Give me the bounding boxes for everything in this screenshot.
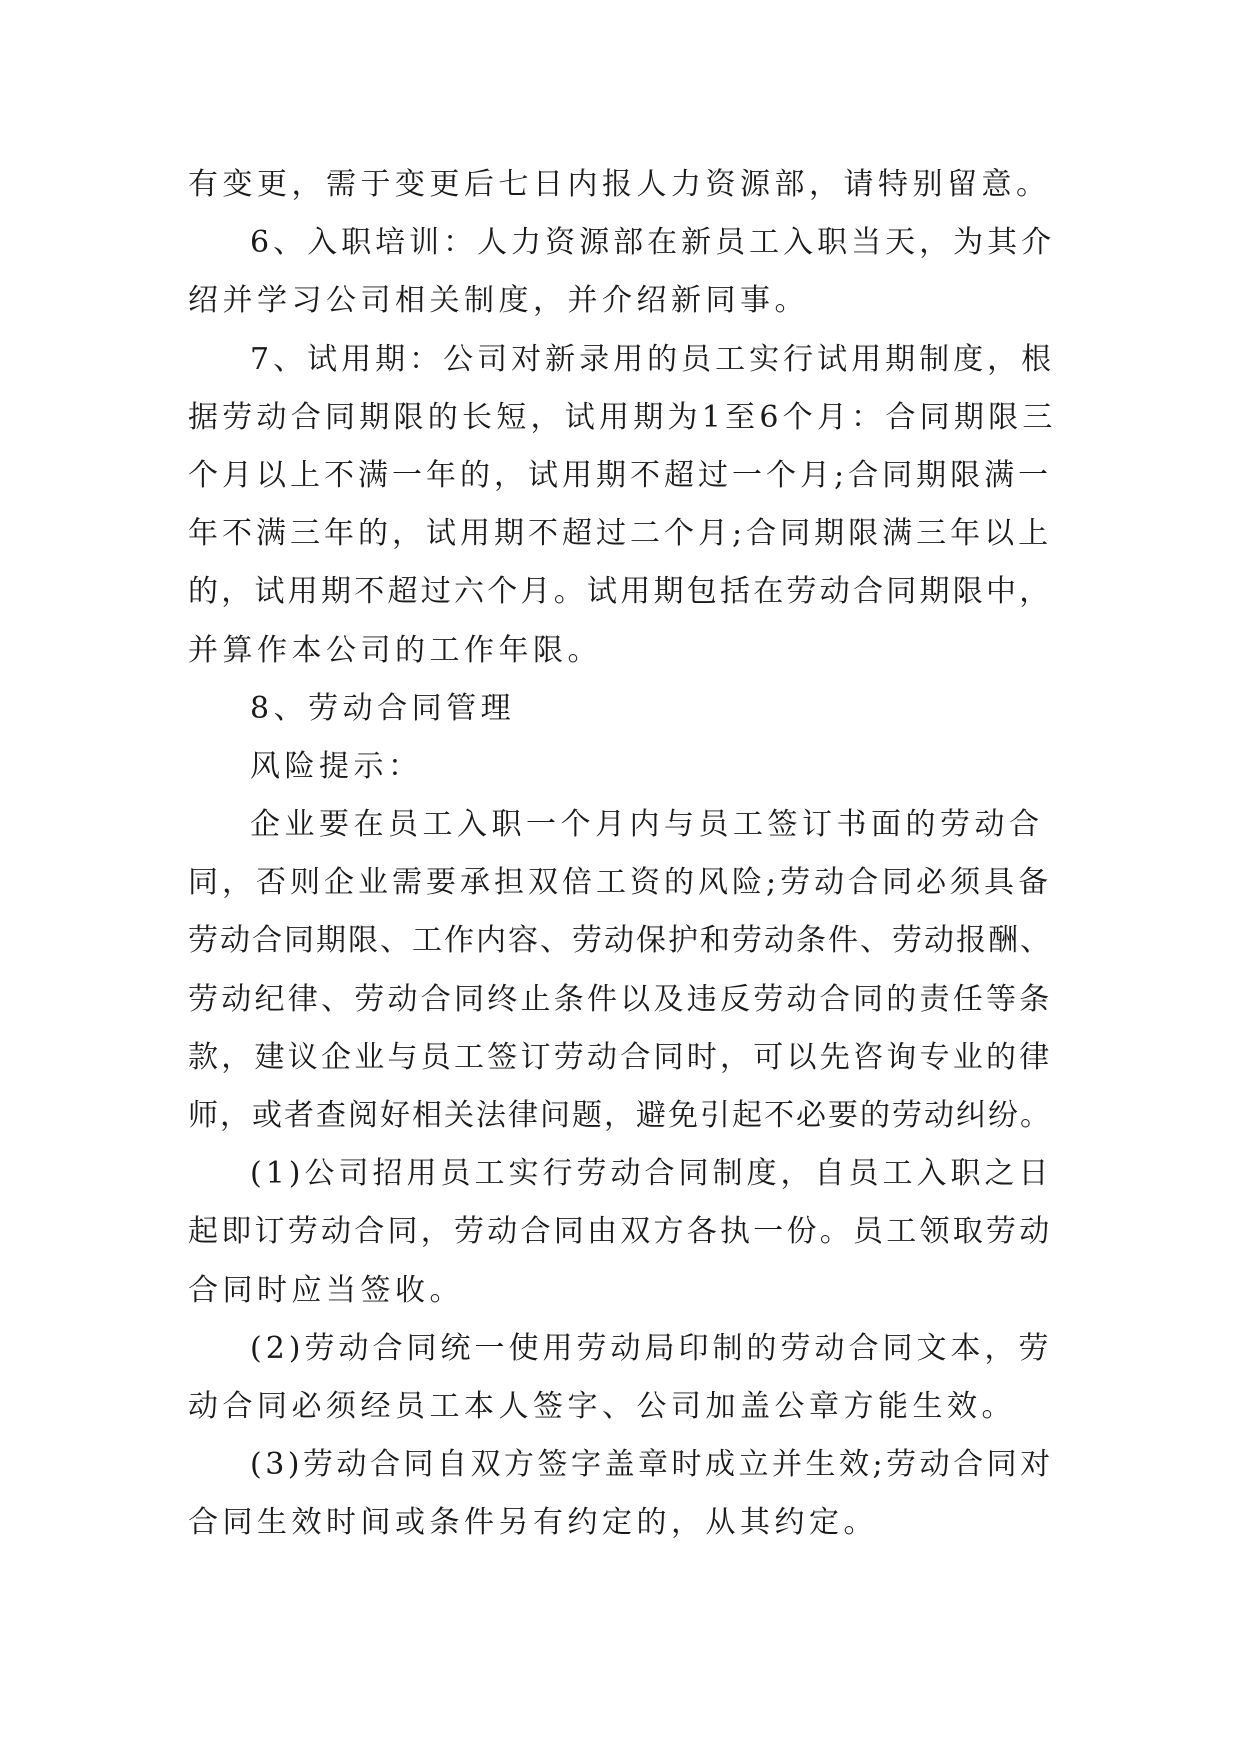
text-line: 有变更，需于变更后七日内报人力资源部，请特别留意。: [188, 167, 1051, 202]
text-line: 款，建议企业与员工签订劳动合同时，可以先咨询专业的律: [188, 1039, 1053, 1075]
text-line: 劳动合同期限、工作内容、劳动保护和劳动条件、劳动报酬、: [188, 923, 1052, 959]
text-line: 合同生效时间或条件另有约定的，从其约定。: [188, 1505, 878, 1541]
text-line: 师，或者查阅好相关法律问题，避免引起不必要的劳动纠纷。: [188, 1098, 1052, 1133]
text-line: 绍并学习公司相关制度，并介绍新同事。: [188, 283, 809, 319]
text-line: 企业要在员工入职一个月内与员工签订书面的劳动合: [250, 807, 1044, 843]
text-line: 同，否则企业需要承担双倍工资的风险;劳动合同必须具备: [188, 865, 1053, 901]
text-line: (2)劳动合同统一使用劳动局印制的劳动合同文本，劳: [250, 1330, 1053, 1366]
text-line: 起即订劳动合同，劳动合同由双方各执一份。员工领取劳动: [188, 1214, 1053, 1250]
text-line: 据劳动合同期限的长短，试用期为1至6个月：合同期限三: [188, 399, 1057, 435]
text-line: 的，试用期不超过六个月。试用期包括在劳动合同期限中，: [188, 574, 1053, 610]
text-line: 风险提示：: [250, 748, 423, 784]
text-line: 动合同必须经员工本人签字、公司加盖公章方能生效。: [188, 1388, 1016, 1424]
text-line: 合同时应当签收。: [188, 1272, 464, 1308]
text-line: 并算作本公司的工作年限。: [188, 632, 602, 668]
text-line: (1)公司招用员工实行劳动合同制度，自员工入职之日: [250, 1156, 1053, 1192]
text-line: 劳动纪律、劳动合同终止条件以及违反劳动合同的责任等条: [188, 981, 1053, 1017]
text-line: 7、试用期：公司对新录用的员工实行试用期制度，根: [250, 341, 1056, 377]
text-line: 年不满三年的，试用期不超过二个月;合同期限满三年以上: [188, 516, 1053, 552]
document-body: [188, 156, 1058, 1553]
text-line: 8、劳动合同管理: [250, 690, 516, 726]
text-line: 个月以上不满一年的，试用期不超过一个月;合同期限满一: [188, 457, 1053, 493]
text-line: 6、入职培训：人力资源部在新员工入职当天，为其介: [250, 225, 1056, 261]
text-line: (3)劳动合同自双方签字盖章时成立并生效;劳动合同对: [250, 1447, 1054, 1483]
